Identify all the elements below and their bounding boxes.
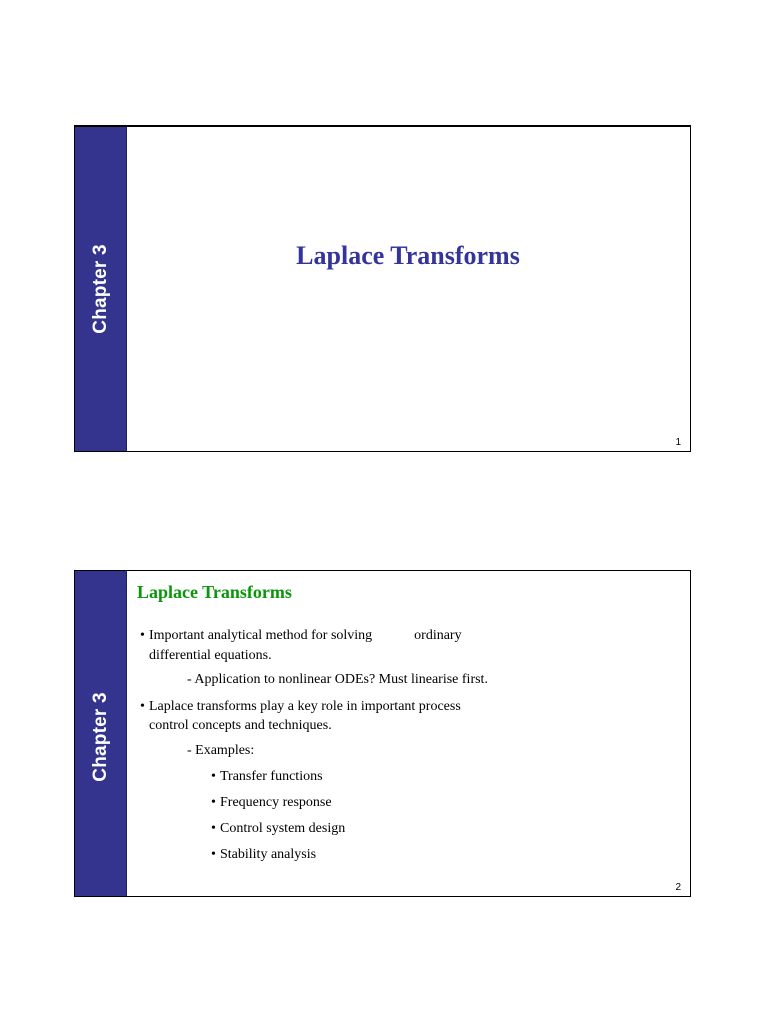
bullet-1-continuation: differential equations. xyxy=(149,648,272,663)
bullet-symbol: • xyxy=(140,628,145,643)
slide-title: Laplace Transforms xyxy=(296,241,520,270)
bullet-symbol: • xyxy=(211,795,216,810)
slide-2 xyxy=(74,570,691,897)
example-item xyxy=(211,795,332,811)
bullet-symbol: • xyxy=(140,699,145,714)
slide-1 xyxy=(74,125,691,452)
chapter-label: Chapter 3 xyxy=(89,244,111,334)
bullet-2 xyxy=(140,699,461,715)
bullet-2-continuation: control concepts and techniques. xyxy=(149,718,332,733)
example-item xyxy=(211,821,345,837)
bullet-1 xyxy=(140,628,462,644)
sub-point-1: - Application to nonlinear ODEs? Must linearise first. xyxy=(187,672,488,687)
example-text: Control system design xyxy=(220,821,346,836)
example-text: Frequency response xyxy=(220,795,332,810)
page-number: 1 xyxy=(675,437,681,448)
bullet-symbol: • xyxy=(211,769,216,784)
bullet-text: Laplace transforms play a key role in important process xyxy=(149,699,461,714)
chapter-sidebar xyxy=(75,127,127,451)
page-number: 2 xyxy=(675,882,681,893)
example-item xyxy=(211,769,323,785)
slide-heading: Laplace Transforms xyxy=(137,582,292,602)
bullet-symbol: • xyxy=(211,821,216,836)
example-item xyxy=(211,847,316,863)
chapter-label: Chapter 3 xyxy=(89,692,111,782)
bullet-symbol: • xyxy=(211,847,216,862)
example-text: Transfer functions xyxy=(220,769,323,784)
bullet-text: Important analytical method for solving ordinary xyxy=(149,628,462,643)
sub-point-2: - Examples: xyxy=(187,743,255,758)
chapter-sidebar xyxy=(75,571,127,896)
example-text: Stability analysis xyxy=(220,847,317,862)
